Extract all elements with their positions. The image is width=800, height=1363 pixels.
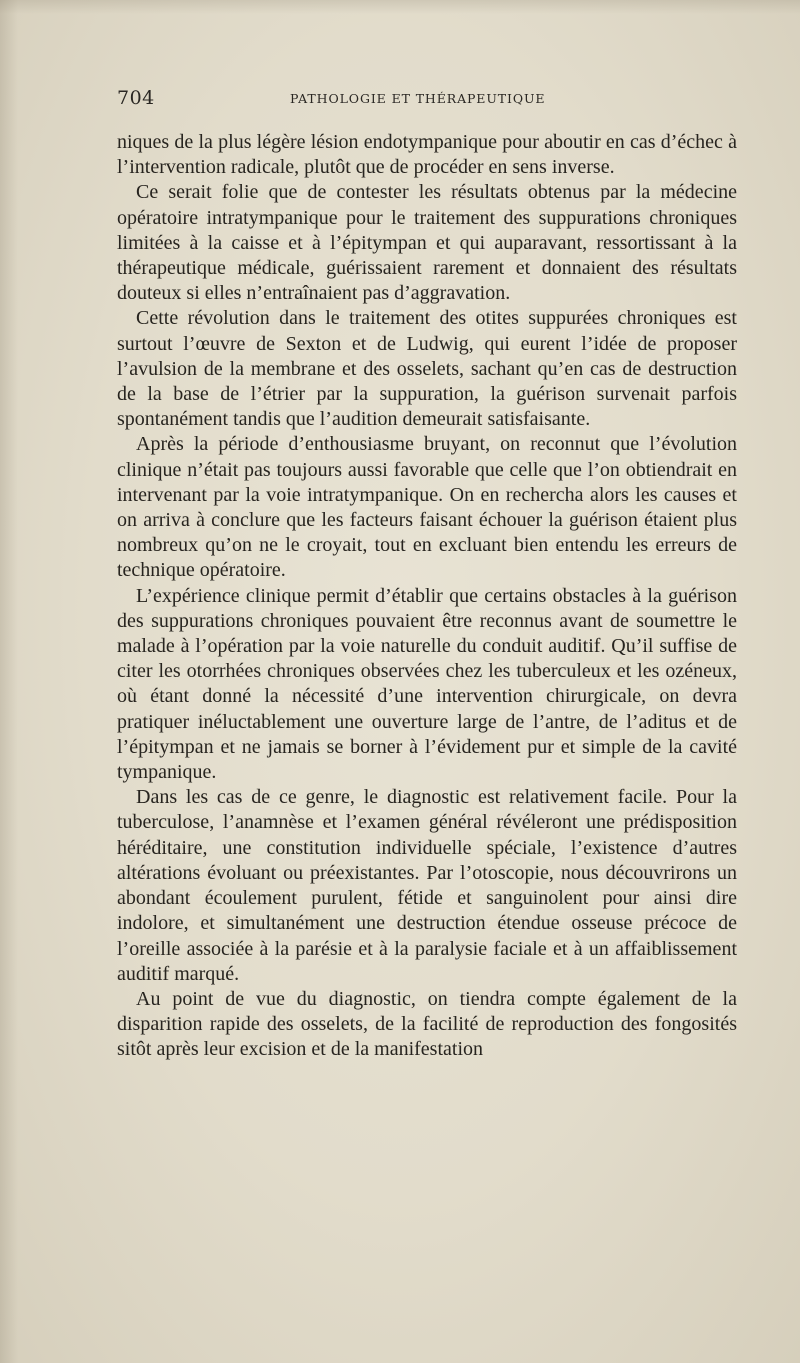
paragraph: Au point de vue du diagnostic, on tiendra compte également de la disparition rapide des osselets, de la facilité de reproduction des fongosités sitôt après leur excision et de la manifestation: [117, 987, 737, 1061]
body-text: [117, 130, 737, 1063]
running-head: [113, 87, 738, 115]
paragraph: Après la période d’enthousiasme bruyant, on reconnut que l’évolution clinique n’était pas toujours aussi favorable que celle que l’on obtiendrait en intervenant par la voie intratympanique. On en rechercha alors les causes et on arriva à conclure que les facteurs faisant échouer la guérison étaient plus nombreux qu’on ne le croyait, tout en excluant bien entendu les erreurs de technique opératoire.: [117, 433, 737, 582]
running-title: PATHOLOGIE ET THÉRAPEUTIQUE: [290, 91, 546, 106]
paragraph: Ce serait folie que de contester les résultats obtenus par la médecine opératoire intratympanique pour le traitement des suppurations chroniques limitées à la caisse et à l’épitympan et qui auparavant, ressortissant à la thérapeutique médicale, guérissaient rarement et donnaient des résultats douteux si elles n’entraînaient pas d’aggravation.: [117, 181, 737, 305]
paragraph: Cette révolution dans le traitement des otites suppurées chroniques est surtout l’œuvre de Sexton et de Ludwig, qui eurent l’idée de proposer l’avulsion de la membrane et des osselets, sachant qu’en cas de destruction de la base de l’étrier par la suppuration, la guérison survenait parfois spontanément tandis que l’audition demeurait satisfaisante.: [117, 307, 737, 431]
page-number: 704: [117, 87, 155, 109]
paragraph: L’expérience clinique permit d’établir que certains obstacles à la guérison des suppurations chroniques pouvaient être reconnus avant de soumettre le malade à l’opération par la voie naturelle du conduit auditif. Qu’il suffise de citer les otorrhées chroniques observées chez les tuberculeux et les ozéneux, où étant donné la nécessité d’une intervention chirurgicale, on devra pratiquer inéluctablement une ouverture large de l’antre, de l’aditus et de l’épitympan et ne jamais se borner à l’évidement pur et simple de la cavité tympanique.: [117, 584, 737, 784]
page-edge-shadow: [0, 0, 18, 1363]
paragraph: Dans les cas de ce genre, le diagnostic est relativement facile. Pour la tuberculose, l’anamnèse et l’examen général révéleront une prédisposition héréditaire, une constitution individuelle spéciale, l’existence d’autres altérations évoluant ou préexistantes. Par l’otoscopie, nous découvrirons un abondant écoulement purulent, fétide et sanguinolent pour ainsi dire indolore, et simultanément une destruction étendue osseuse précoce de l’oreille associée à la parésie et à la paralysie faciale et à un affaiblissement auditif marqué.: [117, 786, 737, 985]
page-edge-shadow-top: [0, 0, 800, 14]
paragraph-continued: niques de la plus légère lésion endotympanique pour aboutir en cas d’échec à l’intervention radicale, plutôt que de procéder en sens inverse.: [117, 131, 737, 179]
